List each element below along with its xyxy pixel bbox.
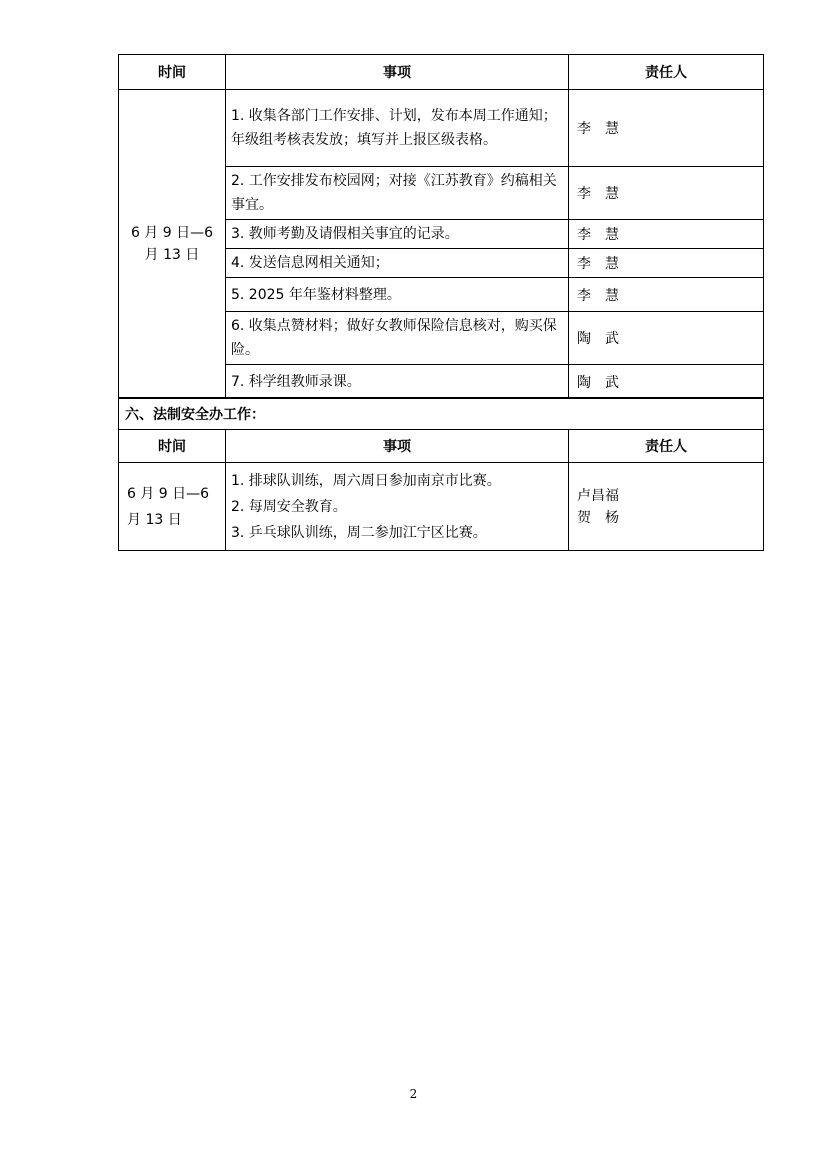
person-cell: 陶 武 xyxy=(569,365,764,399)
list-item: 3. 乒乓球队训练，周二参加江宁区比赛。 xyxy=(231,524,487,541)
table-header-row xyxy=(119,55,764,90)
time-cell: 6 月 9 日—6 月 13 日 xyxy=(119,90,226,399)
time-cell: 6 月 9 日—6 月 13 日 xyxy=(119,463,226,551)
item-cell: 3. 教师考勤及请假相关事宜的记录。 xyxy=(226,220,569,249)
header-time: 时间 xyxy=(119,55,226,90)
table-header-row xyxy=(119,430,764,463)
item-cell: 7. 科学组教师录课。 xyxy=(226,365,569,399)
person-cell: 李 慧 xyxy=(569,220,764,249)
person-name: 卢昌福 xyxy=(577,487,619,504)
schedule-table-2 xyxy=(118,397,764,551)
person-cell xyxy=(569,463,764,551)
item-cell: 1. 收集各部门工作安排、计划，发布本周工作通知；年级组考核表发放；填写并上报区级表格。 xyxy=(226,90,569,167)
page-number: 2 xyxy=(409,1087,418,1101)
item-list-cell xyxy=(226,463,569,551)
header-item: 事项 xyxy=(226,55,569,90)
header-person: 责任人 xyxy=(569,430,764,463)
table-row xyxy=(119,463,764,551)
schedule-table-1 xyxy=(118,54,764,399)
list-item: 1. 排球队训练，周六周日参加南京市比赛。 xyxy=(231,472,501,489)
header-item: 事项 xyxy=(226,430,569,463)
item-cell: 5. 2025 年年鉴材料整理。 xyxy=(226,278,569,312)
person-cell: 李 慧 xyxy=(569,90,764,167)
item-cell: 4. 发送信息网相关通知； xyxy=(226,249,569,278)
person-cell: 李 慧 xyxy=(569,167,764,220)
table-row xyxy=(119,90,764,167)
person-cell: 李 慧 xyxy=(569,278,764,312)
item-cell: 2. 工作安排发布校园网；对接《江苏教育》约稿相关事宜。 xyxy=(226,167,569,220)
person-cell: 李 慧 xyxy=(569,249,764,278)
item-cell: 6. 收集点赞材料；做好女教师保险信息核对，购买保险。 xyxy=(226,312,569,365)
header-person: 责任人 xyxy=(569,55,764,90)
person-name: 贺 杨 xyxy=(577,509,619,526)
header-time: 时间 xyxy=(119,430,226,463)
list-item: 2. 每周安全教育。 xyxy=(231,498,347,515)
section-title-row xyxy=(119,398,764,430)
person-cell: 陶 武 xyxy=(569,312,764,365)
section-title: 六、法制安全办工作： xyxy=(119,398,764,430)
